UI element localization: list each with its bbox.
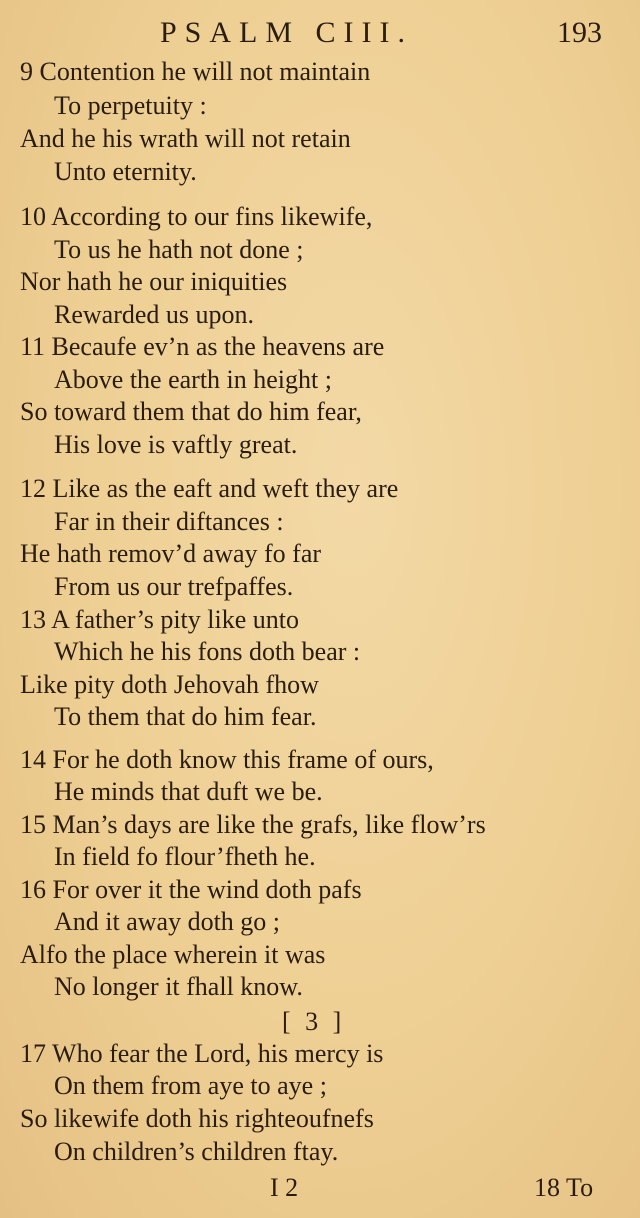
verse-line: Which he his fons doth bear : <box>54 637 361 666</box>
verse-line: Far in their diftances : <box>54 507 284 536</box>
verse-line: Unto eternity. <box>54 157 197 186</box>
verse-line: 13 A father’s pity like unto <box>20 605 299 634</box>
verse-line: His love is vaftly great. <box>54 430 298 459</box>
verse-line: He hath remov’d away fo far <box>20 539 322 568</box>
verse-line: Rewarded us upon. <box>54 300 255 329</box>
verse-line: Above the earth in height ; <box>54 365 332 394</box>
verse-line: Nor hath he our iniquities <box>20 267 288 296</box>
verse-line: To them that do him fear. <box>54 702 317 731</box>
verse-line: 17 Who fear the Lord, his mercy is <box>20 1039 384 1068</box>
verse-line: So toward them that do him fear, <box>20 397 362 426</box>
verse-line: Like pity doth Jehovah fhow <box>20 670 319 699</box>
verse-line: In field fo flour’fheth he. <box>54 842 316 871</box>
page-number: 193 <box>557 16 602 49</box>
verse-line: 11 Becaufe ev’n as the heavens are <box>20 332 385 361</box>
signature-mark: I 2 <box>270 1173 299 1202</box>
verse-line: To us he hath not done ; <box>54 235 304 264</box>
running-title: PSALM CIII. <box>160 16 414 49</box>
verse-line: 10 According to our fins likewife, <box>20 202 373 231</box>
verse-line: He minds that duft we be. <box>54 777 323 806</box>
catchword: 18 To <box>534 1173 594 1202</box>
verse-line: 12 Like as the eaft and weft they are <box>20 474 399 503</box>
verse-line: From us our trefpaffes. <box>54 572 294 601</box>
page-header <box>0 14 640 54</box>
verse-line: To perpetuity : <box>54 91 207 120</box>
verse-line: 14 For he doth know this frame of ours, <box>20 745 434 774</box>
verse-line: No longer it fhall know. <box>54 972 303 1001</box>
verse-line: And it away doth go ; <box>54 907 281 936</box>
verse-line: On children’s children ftay. <box>54 1137 339 1166</box>
verse-line: On them from aye to aye ; <box>54 1071 327 1100</box>
verse-line: Alfo the place wherein it was <box>20 940 326 969</box>
verse-line: 9 Contention he will not maintain <box>20 57 371 86</box>
section-mark: [ 3 ] <box>282 1007 346 1036</box>
verse-line: And he his wrath will not retain <box>20 124 351 153</box>
verse-line: So likewife doth his righteoufnefs <box>20 1104 374 1133</box>
verse-line: 16 For over it the wind doth pafs <box>20 875 362 904</box>
verse-line: 15 Man’s days are like the grafs, like flow’rs <box>20 810 486 839</box>
